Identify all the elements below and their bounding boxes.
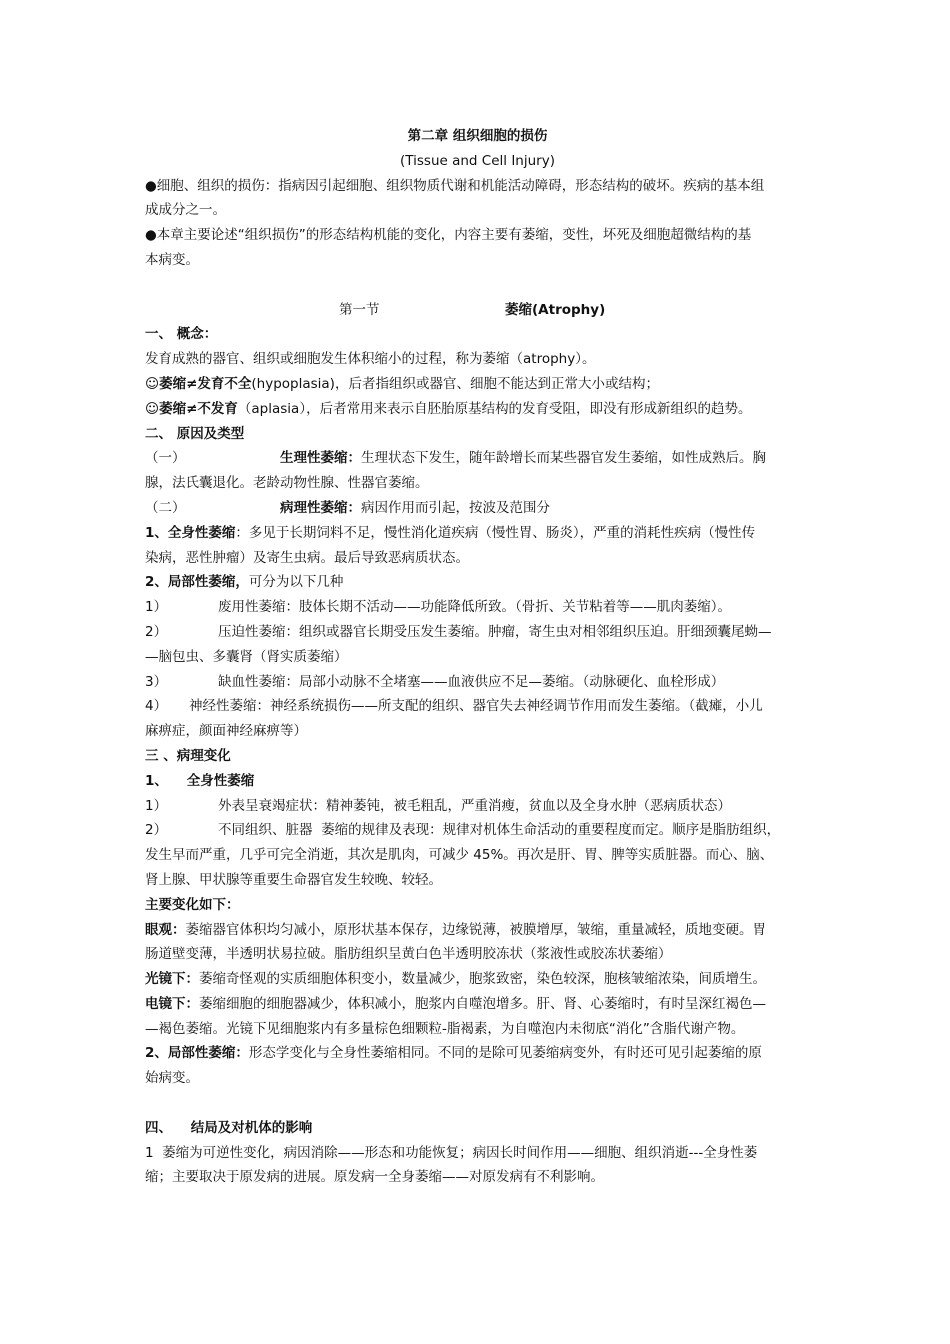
paragraph-line: 染病，恶性肿瘤）及寄生虫病。最后导致恶病质状态。 bbox=[145, 549, 469, 566]
item-number: （二） bbox=[145, 499, 186, 516]
general-atrophy bbox=[145, 521, 810, 546]
list-item bbox=[145, 818, 810, 843]
term-bold: 光镜下： bbox=[145, 971, 199, 988]
term-bold: 电镜下： bbox=[145, 995, 199, 1012]
term-bold: 2、局部性萎缩， bbox=[145, 574, 249, 591]
main-changes-heading: 主要变化如下： bbox=[145, 896, 240, 913]
section-label: 第一节 bbox=[339, 301, 380, 318]
spacer bbox=[145, 1091, 810, 1116]
pathological-atrophy bbox=[145, 496, 810, 521]
paragraph-line: 始病变。 bbox=[145, 1070, 199, 1087]
concept-definition: 发育成熟的器官、组织或细胞发生体积缩小的过程，称为萎缩（atrophy）。 bbox=[145, 351, 596, 368]
note-bold: ☺萎缩≠发育不全 bbox=[145, 375, 252, 392]
intro-line: 本病变。 bbox=[145, 251, 199, 268]
item-text: 不同组织、脏器 萎缩的规律及表现：规律对机体生命活动的重要程度而定。顺序是脂肪组织， bbox=[218, 822, 781, 839]
term-bold: 1、全身性萎缩 bbox=[145, 524, 236, 541]
item-text: 压迫性萎缩：组织或器官长期受压发生萎缩。肿瘤，寄生虫对相邻组织压迫。肝细颈囊尾蚴— bbox=[218, 623, 772, 640]
note-bold: ☺萎缩≠不发育 bbox=[145, 400, 238, 417]
spacer bbox=[145, 273, 810, 298]
intro-line: 成成分之一。 bbox=[145, 202, 226, 219]
intro-line: ●细胞、组织的损伤：指病因引起细胞、组织物质代谢和机能活动障碍，形态结构的破坏。疾病的基本组 bbox=[145, 177, 765, 194]
physiological-atrophy bbox=[145, 446, 810, 471]
concept-heading: 一、 概念： bbox=[145, 326, 218, 343]
document-body bbox=[145, 124, 810, 1190]
term-text: 萎缩细胞的细胞器减少，体积减小，胞浆内自噬泡增多。肝、肾、心萎缩时，有时呈深红褐色— bbox=[199, 995, 766, 1012]
gross-findings bbox=[145, 918, 810, 943]
paragraph-line: —褐色萎缩。光镜下见细胞浆内有多量棕色细颗粒-脂褐素，为自噬泡内未彻底“消化”含脂代谢产物。 bbox=[145, 1020, 745, 1037]
item-number: 2） bbox=[145, 822, 168, 839]
paragraph-line: 缩；主要取决于原发病的进展。原发病一全身萎缩——对原发病有不利影响。 bbox=[145, 1169, 604, 1186]
item-text: 废用性萎缩：肢体长期不活动——功能降低所致。（骨折、关节粘着等——肌肉萎缩）。 bbox=[218, 599, 731, 616]
term-text: 形态学变化与全身性萎缩相同。不同的是除可见萎缩病变外，有时还可见引起萎缩的原 bbox=[248, 1045, 762, 1062]
term-bold: 眼观： bbox=[145, 921, 186, 938]
list-item-continuation: 麻痹症，颜面神经麻痹等） bbox=[145, 723, 307, 740]
note-text: (hypoplasia)，后者指组织或器官、细胞不能达到正常大小或结构； bbox=[251, 375, 659, 392]
item-number: 4） bbox=[145, 698, 168, 715]
light-microscopy bbox=[145, 967, 810, 992]
term-text: ：多见于长期饲料不足，慢性消化道疾病（慢性胃、肠炎），严重的消耗性疾病（慢性传 bbox=[235, 524, 756, 541]
term-text: 生理状态下发生，随年龄增长而某些器官发生萎缩，如性成熟后。胸 bbox=[361, 450, 766, 467]
item-text: 外表呈衰竭症状：精神萎钝，被毛粗乱，严重消瘦，贫血以及全身水肿（恶病质状态） bbox=[218, 797, 731, 814]
item-number: 2） bbox=[145, 623, 168, 640]
item-number: 1） bbox=[145, 797, 168, 814]
concept-note bbox=[145, 397, 810, 422]
item-number: （一） bbox=[145, 450, 186, 467]
section-title: 萎缩(Atrophy) bbox=[505, 301, 606, 318]
outcome-heading: 四、 结局及对机体的影响 bbox=[145, 1119, 313, 1136]
pathology-heading: 三 、病理变化 bbox=[145, 747, 231, 764]
paragraph-line: 肾上腺、甲状腺等重要生命器官发生较晚、较轻。 bbox=[145, 871, 442, 888]
list-item bbox=[145, 620, 810, 645]
item-text: 缺血性萎缩：局部小动脉不全堵塞——血液供应不足—萎缩。（动脉硬化、血栓形成） bbox=[218, 673, 725, 690]
list-item bbox=[145, 694, 810, 719]
paragraph-line: 肠道壁变薄，半透明状易拉破。脂肪组织呈黄白色半透明胶冻状（浆液性或胶冻状萎缩） bbox=[145, 946, 672, 963]
pathology-subheading: 1、 全身性萎缩 bbox=[145, 772, 255, 789]
term-text: 萎缩奇怪观的实质细胞体积变小，数量减少，胞浆致密，染色较深，胞核皱缩浓染，间质增生。 bbox=[199, 971, 766, 988]
term-bold: 病理性萎缩： bbox=[280, 499, 361, 516]
concept-note bbox=[145, 372, 810, 397]
physiological-text bbox=[280, 446, 766, 471]
electron-microscopy bbox=[145, 992, 810, 1017]
term-text: 可分为以下几种 bbox=[248, 574, 344, 591]
list-item bbox=[145, 794, 810, 819]
paragraph-line: 1 萎缩为可逆性变化，病因消除——形态和功能恢复；病因长时间作用——细胞、组织消逝---全身性萎 bbox=[145, 1144, 758, 1161]
local-atrophy-changes bbox=[145, 1041, 810, 1066]
term-bold: 生理性萎缩： bbox=[280, 450, 361, 467]
local-atrophy bbox=[145, 570, 810, 595]
list-item bbox=[145, 670, 810, 695]
list-item bbox=[145, 595, 810, 620]
paragraph-line: 发生早而严重，几乎可完全消逝，其次是肌肉，可减少 45%。再次是肝、胃、脾等实质脏器。而心、脑、 bbox=[145, 847, 774, 864]
intro-line: ●本章主要论述“组织损伤”的形态结构机能的变化，内容主要有萎缩，变性，坏死及细胞超微结构的基 bbox=[145, 227, 752, 244]
chapter-subtitle: (Tissue and Cell Injury) bbox=[400, 152, 555, 169]
pathological-text bbox=[280, 496, 550, 521]
term-text: 病因作用而引起，按波及范围分 bbox=[361, 499, 550, 516]
item-number: 3） bbox=[145, 673, 168, 690]
chapter-title: 第二章 组织细胞的损伤 bbox=[407, 128, 548, 144]
list-item-continuation: —脑包虫、多囊肾（肾实质萎缩） bbox=[145, 648, 348, 665]
note-text: （aplasia），后者常用来表示自胚胎原基结构的发育受阻，即没有形成新组织的趋势。 bbox=[237, 400, 752, 417]
paragraph-line: 腺，法氏囊退化。老龄动物性腺、性器官萎缩。 bbox=[145, 475, 429, 492]
item-text: 神经性萎缩：神经系统损伤——所支配的组织、器官失去神经调节作用而发生萎缩。（截瘫，小儿 bbox=[189, 698, 763, 715]
term-bold: 2、局部性萎缩： bbox=[145, 1045, 249, 1062]
term-text: 萎缩器官体积均匀减小，原形状基本保存，边缘锐薄，被膜增厚，皱缩，重量减轻，质地变硬。胃 bbox=[185, 921, 766, 938]
section-heading bbox=[145, 298, 810, 323]
item-number: 1） bbox=[145, 599, 168, 616]
causes-heading: 二、 原因及类型 bbox=[145, 425, 245, 442]
